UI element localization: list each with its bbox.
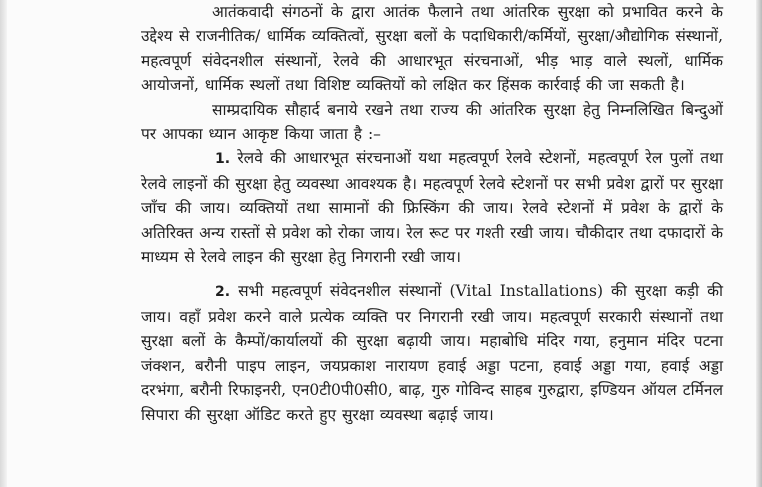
list-item-number: 2. <box>215 284 231 301</box>
list-item-text: रेलवे की आधारभूत संरचनाओं यथा महत्वपूर्ण रेलवे स्टेशनों, महत्वपूर्ण रेल पुलों तथा रेलवे लाइनों की सुरक्षा हेतु व्यवस्था आवश्यक है। महत्वपूर्ण रेलवे स्टेशनों पर सभी प्रवेश द्वारों पर सुरक्षा जाँच की जाय। व्यक्तियों तथा सामानों की फ्रिस्किंग की जाय। रेलवे स्टेशनों में प्रवेश के द्वारों के अतिरिक्त अन्य रास्तों से प्रवेश को रोका जाय। रेल रूट पर गश्ती रखी जाय। चौकीदार तथा दफादारों के माध्यम से रेलवे लाइन की सुरक्षा हेतु निगरानी रखी जाय। <box>141 149 723 267</box>
page-edge-right <box>756 0 762 487</box>
list-item-railway-security <box>141 146 723 269</box>
list-item-number: 1. <box>215 151 231 168</box>
document-body <box>141 0 723 427</box>
list-item-text: सभी महत्वपूर्ण संवेदनशील संस्थानों (Vital Installations) की सुरक्षा कड़ी की जाय। वहाँ प्रवेश करने वाले प्रत्येक व्यक्ति पर निगरानी रखी जाय। महत्वपूर्ण सरकारी संस्थानों तथा सुरक्षा बलों के कैम्पों/कार्यालयों की सुरक्षा बढ़ायी जाय। महाबोधि मंदिर गया, हनुमान मंदिर पटना जंक्शन, बरौनी पाइप लाइन, जयप्रकाश नारायण हवाई अड्डा पटना, हवाई अड्डा गया, हवाई अड्डा दरभंगा, बरौनी रिफाइनरी, एन0टी0पी0सी0, बाढ़, गुरु गोविन्द साहब गुरुद्वारा, इण्डियन ऑयल टर्मिनल सिपारा की सुरक्षा ऑडिट करते हुए सुरक्षा व्यवस्था बढ़ाई जाय। <box>141 282 723 424</box>
list-item-vital-installations <box>141 279 723 426</box>
paragraph-threat-intro: आतंकवादी संगठनों के द्वारा आतंक फैलाने तथा आंतरिक सुरक्षा को प्रभावित करने के उद्देश्य से राजनीतिक/ धार्मिक व्यक्तित्वों, सुरक्षा बलों के पदाधिकारी/कर्मियों, सुरक्षा/औद्योगिक संस्थानों, महत्वपूर्ण संवेदनशील संस्थानों, रेलवे की आधारभूत संरचनाओं, भीड़ भाड़ वाले स्थलों, धार्मिक आयोजनों, धार्मिक स्थलों तथा विशिष्ट व्यक्तियों को लक्षित कर हिंसक कार्रवाई की जा सकती है। <box>141 3 723 95</box>
paragraph-instructions-intro: साम्प्रदायिक सौहार्द बनाये रखने तथा राज्य की आंतरिक सुरक्षा हेतु निम्नलिखित बिन्दुओं पर आपका ध्यान आकृष्ट किया जाता है :– <box>141 100 723 144</box>
page-edge-left <box>0 0 7 487</box>
